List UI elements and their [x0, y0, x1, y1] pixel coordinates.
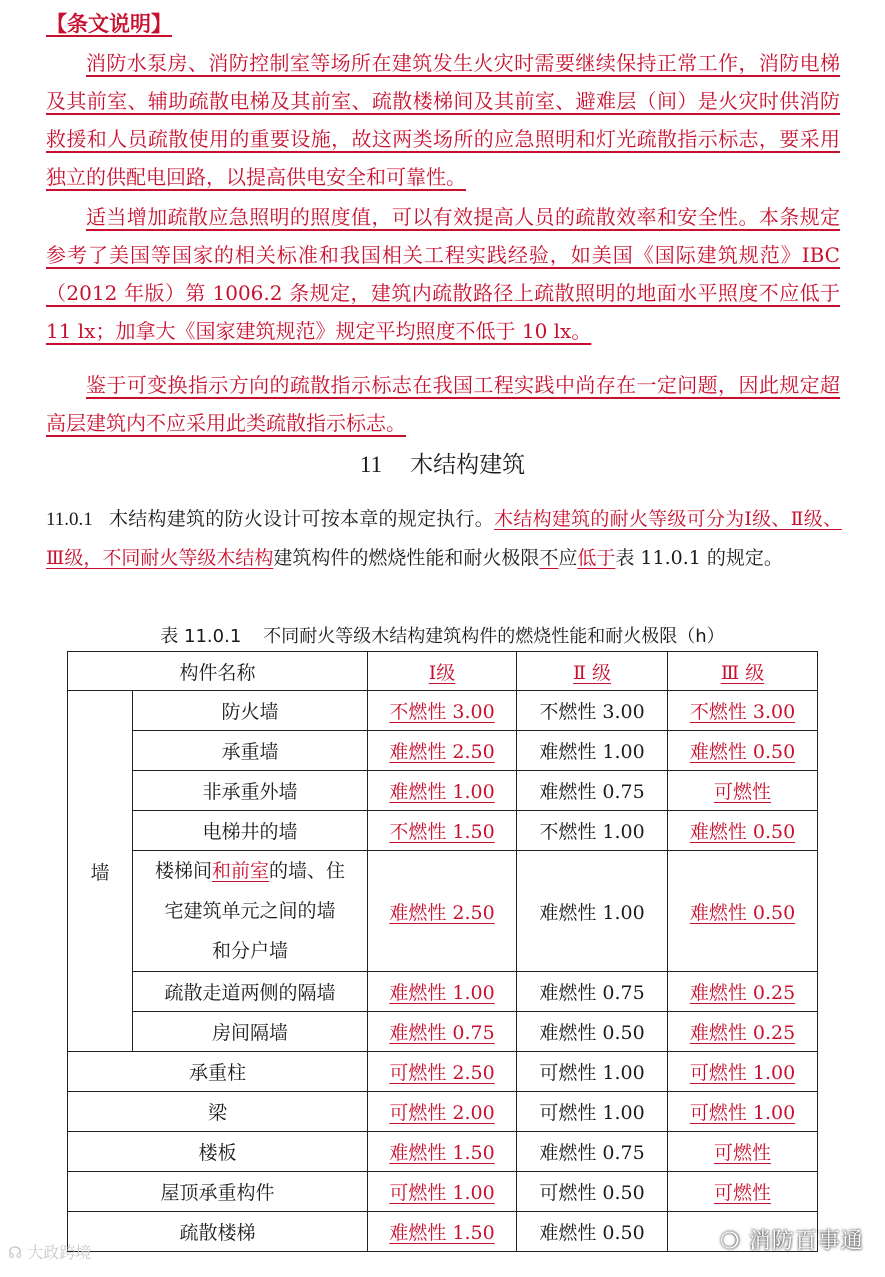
cell-grade-2: 难燃性 0.50 [517, 1012, 668, 1052]
cell-grade-3: 可燃性 1.00 [668, 1052, 818, 1092]
wechat-icon: ❍ [720, 1229, 741, 1254]
row-name: 疏散走道两侧的隔墙 [133, 972, 368, 1012]
table-row [68, 1172, 818, 1212]
cell-grade-2: 不燃性 3.00 [517, 691, 668, 731]
table-row [68, 771, 818, 811]
cell-grade-1: 难燃性 0.75 [368, 1012, 517, 1052]
table-row [68, 691, 818, 731]
header-grade-1: Ⅰ级 [368, 652, 517, 691]
cell-grade-1: 难燃性 2.50 [368, 731, 517, 771]
cell-grade-3: 难燃性 0.50 [668, 851, 818, 972]
cell-grade-3: 难燃性 0.25 [668, 972, 818, 1012]
row-name-part: 楼梯间 [154, 860, 212, 882]
clause-number: 11.0.1 [46, 509, 93, 530]
cell-grade-3: 可燃性 [668, 771, 818, 811]
watermark-left [8, 1240, 91, 1263]
weibo-icon: ☊ [8, 1243, 23, 1262]
clause-text-1: 木结构建筑的防火设计可按本章的规定执行。 [108, 508, 495, 530]
table-row [68, 1132, 818, 1172]
cell-grade-1: 难燃性 1.50 [368, 1132, 517, 1172]
cell-grade-2: 难燃性 1.00 [517, 851, 668, 972]
row-name: 防火墙 [133, 691, 368, 731]
table-row [68, 972, 818, 1012]
cell-grade-3: 不燃性 3.00 [668, 691, 818, 731]
table-caption-number: 表 11.0.1 [160, 626, 242, 647]
table-row [68, 811, 818, 851]
wall-group-label: 墙 [68, 691, 133, 1052]
table-row [68, 1092, 818, 1132]
table-caption [0, 622, 885, 648]
fire-resistance-table [67, 651, 818, 1252]
cell-grade-3: 难燃性 0.50 [668, 731, 818, 771]
table-row [68, 1012, 818, 1052]
header-grade-2: Ⅱ 级 [517, 652, 668, 691]
cell-grade-1: 难燃性 1.50 [368, 1212, 517, 1252]
row-name: 楼板 [68, 1132, 368, 1172]
table-caption-title: 不同耐火等级木结构建筑构件的燃烧性能和耐火极限（h） [263, 626, 725, 647]
row-name: 梁 [68, 1092, 368, 1132]
explanation-paragraph-1: 消防水泵房、消防控制室等场所在建筑发生火灾时需要继续保持正常工作，消防电梯及其前室、辅助疏散电梯及其前室、疏散楼梯间及其前室、避难层（间）是火灾时供消防救援和人员疏散使用的重要设施，故这两类场所的应急照明和灯光疏散指示标志，要采用独立的供配电回路，以提高供电安全和可靠性。 [46, 51, 840, 189]
cell-grade-1: 不燃性 3.00 [368, 691, 517, 731]
watermark-left-text: 大政跨境 [27, 1243, 92, 1262]
clause-text-4: 不 [539, 547, 559, 569]
cell-grade-1: 不燃性 1.50 [368, 811, 517, 851]
cell-grade-2: 难燃性 1.00 [517, 731, 668, 771]
cell-grade-2: 不燃性 1.00 [517, 811, 668, 851]
cell-grade-2: 难燃性 0.50 [517, 1212, 668, 1252]
cell-grade-3: 难燃性 0.25 [668, 1012, 818, 1052]
row-name: 电梯井的墙 [133, 811, 368, 851]
cell-grade-2: 可燃性 1.00 [517, 1092, 668, 1132]
clause-text-7: 表 11.0.1 的规定。 [615, 547, 783, 569]
cell-grade-2: 可燃性 0.50 [517, 1172, 668, 1212]
row-name: 疏散楼梯 [68, 1212, 368, 1252]
row-name: 非承重外墙 [133, 771, 368, 811]
clause-text-3: 建筑构件的燃烧性能和耐火极限 [273, 547, 540, 569]
cell-grade-3: 可燃性 [668, 1172, 818, 1212]
row-name-part: 宅建筑单元之间的墙 [164, 900, 336, 922]
clause-text-highlight: 木结构建筑的耐火等级可分为Ⅰ级、Ⅱ级、Ⅲ级，不同耐火等级木结构 [46, 508, 842, 569]
row-name-part: 的墙、住 [269, 860, 346, 882]
cell-grade-1: 难燃性 1.00 [368, 972, 517, 1012]
explanation-heading: 【条文说明】 [46, 11, 172, 36]
cell-grade-2: 难燃性 0.75 [517, 972, 668, 1012]
row-name: 房间隔墙 [133, 1012, 368, 1052]
cell-grade-2: 难燃性 0.75 [517, 771, 668, 811]
cell-grade-1: 可燃性 2.00 [368, 1092, 517, 1132]
table-row [68, 851, 818, 972]
table-row [68, 1052, 818, 1092]
section-heading [0, 448, 885, 482]
clause-text-5: 应 [558, 547, 578, 569]
section-title: 木结构建筑 [410, 452, 526, 478]
watermark-right-text: 消防百事通 [748, 1229, 864, 1254]
cell-grade-1: 可燃性 1.00 [368, 1172, 517, 1212]
cell-grade-1: 可燃性 2.50 [368, 1052, 517, 1092]
explanation-paragraph-2: 适当增加疏散应急照明的照度值，可以有效提高人员的疏散效率和安全性。本条规定参考了美国等国家的相关标准和我国相关工程实践经验，如美国《国际建筑规范》IBC（2012 年版）第 1006.2 条规定，建筑内疏散路径上疏散照明的地面水平照度不应低于 11 lx；加拿大《国家建筑规范》规定平均照度不低于 10 lx。 [46, 205, 840, 343]
cell-grade-3: 可燃性 [668, 1132, 818, 1172]
clause-text-6: 低于 [577, 547, 616, 569]
cell-grade-1: 难燃性 1.00 [368, 771, 517, 811]
clause-11-0-1 [46, 500, 842, 577]
row-name: 承重柱 [68, 1052, 368, 1092]
watermark-right [720, 1224, 864, 1255]
row-name-part: 和分户墙 [212, 940, 289, 962]
header-component-name: 构件名称 [68, 652, 368, 691]
explanation-paragraph-3: 鉴于可变换指示方向的疏散指示标志在我国工程实践中尚存在一定问题，因此规定超高层建筑内不应采用此类疏散指示标志。 [46, 373, 840, 435]
cell-grade-3: 可燃性 1.00 [668, 1092, 818, 1132]
row-name: 屋顶承重构件 [68, 1172, 368, 1212]
cell-grade-1: 难燃性 2.50 [368, 851, 517, 972]
row-name [133, 851, 368, 972]
row-name: 承重墙 [133, 731, 368, 771]
cell-grade-2: 可燃性 1.00 [517, 1052, 668, 1092]
section-number: 11 [359, 452, 383, 477]
header-grade-3: Ⅲ 级 [668, 652, 818, 691]
table-row [68, 1212, 818, 1252]
row-name-part: 和前室 [212, 860, 270, 882]
table-header-row [68, 652, 818, 691]
table-row [68, 731, 818, 771]
cell-grade-2: 难燃性 0.75 [517, 1132, 668, 1172]
cell-grade-3: 难燃性 0.50 [668, 811, 818, 851]
